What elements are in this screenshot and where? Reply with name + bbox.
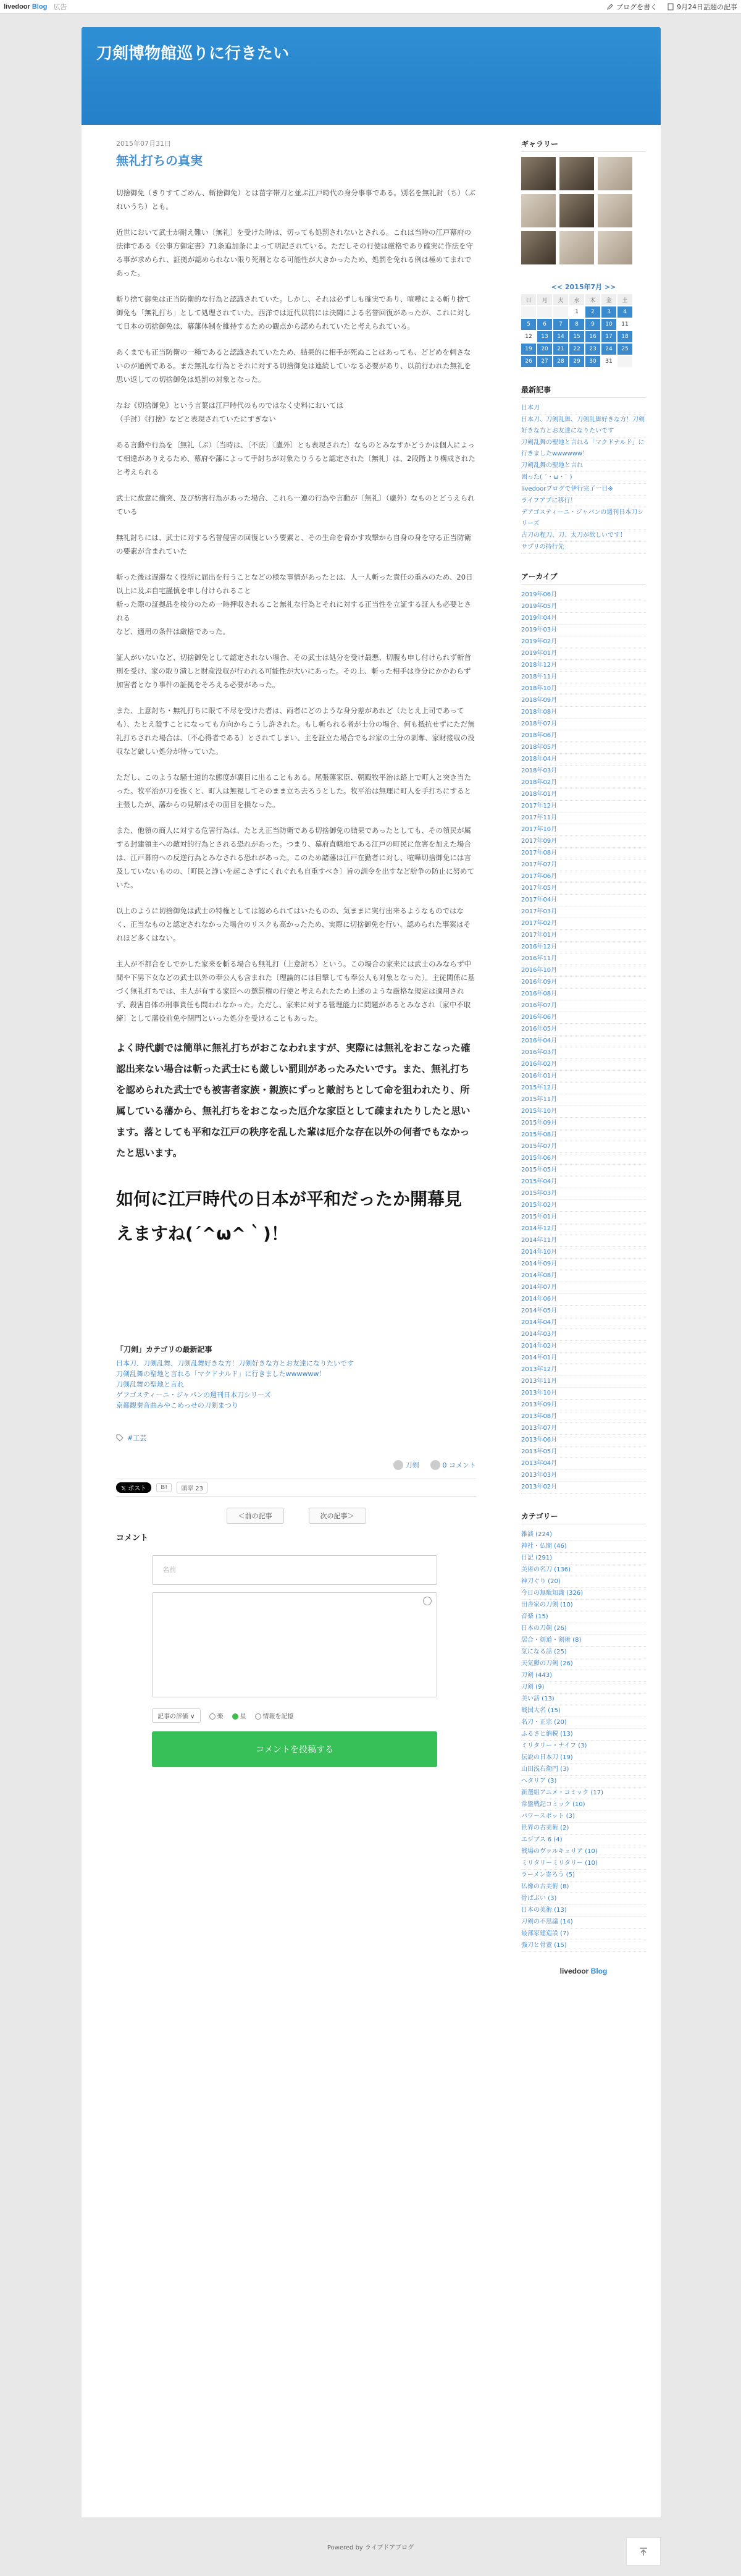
archive-item[interactable]: 2017年04月 (521, 895, 646, 906)
archive-item[interactable]: 2015年08月 (521, 1130, 646, 1141)
calendar-day-link[interactable]: 13 (537, 331, 552, 342)
category-heading: カテゴリー (521, 1511, 646, 1524)
category-item[interactable]: 音楽 (15) (521, 1611, 646, 1623)
comment-heading: コメント (116, 1534, 149, 1543)
post-paragraph: 以上のように切捨御免は武士の特権としては認められてはいたものの、気ままに実行出来るようなものではなく、正当なものと認定されなかった場合のリスクも高かったため、実際に切捨御免を行い、認められた事案はそれほど多くはない。 (116, 906, 471, 942)
gallery-thumb[interactable] (521, 157, 556, 190)
calendar-day-link[interactable]: 8 (569, 319, 584, 330)
calendar-empty (537, 306, 552, 318)
comment-name-input[interactable]: 名前 (152, 1555, 437, 1585)
calendar-day-link[interactable]: 24 (601, 344, 616, 355)
archive-item[interactable]: 2016年10月 (521, 965, 646, 977)
archive-item[interactable]: 2015年03月 (521, 1188, 646, 1200)
archive-item[interactable]: 2014年11月 (521, 1235, 646, 1247)
gallery-thumb[interactable] (598, 157, 632, 190)
document-icon (667, 3, 674, 11)
archive-item[interactable]: 2016年01月 (521, 1071, 646, 1083)
archive-item[interactable]: 2016年02月 (521, 1059, 646, 1071)
folder-icon (393, 1460, 403, 1470)
archive-item[interactable]: 2014年02月 (521, 1341, 646, 1353)
related-item[interactable]: 刀剣乱舞の聖地と言れる「マクドナルド」に行きましたwwwwww！ (116, 1370, 326, 1378)
category-item[interactable]: パワースポット (3) (521, 1811, 646, 1823)
post-big-text: 如何に江戸時代の日本が平和だったか開幕見えますね(´^ω^｀)！ (116, 1189, 463, 1244)
calendar-day: 31 (605, 358, 613, 365)
post-date: 2015年07月31日 (116, 140, 171, 148)
category-item[interactable]: 天気鬱の刀剣 (26) (521, 1658, 646, 1670)
archive-item[interactable]: 2013年08月 (521, 1411, 646, 1423)
archive-item[interactable]: 2017年02月 (521, 918, 646, 930)
radio-selected-icon (232, 1713, 238, 1720)
calendar-title[interactable]: << 2015年7月 >> (551, 283, 616, 291)
post-paragraph: あくまでも正当防衛の一種であると認識されていたため、結果的に相手が死ぬことはあっても、どどめを刺さないのが通例である。また無礼な行為とそれに対する切捨御免は連続していなる必要があり、以前行われた無礼を思い返しての切捨御免は処罰の対象となった。 (116, 348, 471, 384)
category-item[interactable]: 最部家建造設 (7) (521, 1928, 646, 1940)
post-title[interactable]: 無礼打ちの真実 (116, 153, 203, 168)
archive-item[interactable]: 2015年05月 (521, 1165, 646, 1176)
category-item[interactable]: 新選組アニメ・コミック (17) (521, 1788, 646, 1799)
blog-header (82, 27, 661, 125)
scroll-to-top-button[interactable] (626, 2537, 661, 2565)
trending-articles-link[interactable]: 9月24日話題の記事 (667, 2, 737, 12)
archive-item[interactable]: 2018年07月 (521, 719, 646, 730)
calendar-day-link[interactable]: 27 (537, 356, 552, 367)
archive-item[interactable]: 2015年06月 (521, 1153, 646, 1165)
calendar-weekday: 火 (553, 294, 568, 305)
categories (521, 1511, 646, 1952)
calendar-weekday: 木 (585, 294, 600, 305)
post-body (116, 186, 476, 1025)
category-item[interactable]: 仏像の古美術 (8) (521, 1881, 646, 1893)
category-item[interactable]: ふるさと納税 (13) (521, 1729, 646, 1741)
calendar-day-link[interactable]: 14 (553, 331, 568, 342)
archives (521, 571, 646, 1493)
post-paragraph: また、他領の商人に対する危害行為は、たとえ正当防衛である切捨御免の結果であったとしても、その領民が属する封建領主への敵対的行為とされる恐れがあった。つまり、幕府直轄地である江戸の町民に危害を加えた場合は、江戸幕府への反逆行為とみなされる恐れがあった。このため諸藩は江戸在勤者に対し、喧嘩切捨御免には言及していないものの、〔町民と諍いを起こさずにくれぐれも自重すべき〕旨の訓令を出すなど紛争の防止に努めていた。 (116, 826, 475, 889)
post-paragraph: ある言動や行為を〔無礼（ぶ）〔当時は、〔不法〕〔慮外〕とも表現された〕なものとみなすかどうかは個人によって相違がありえるため、幕府や藩によって手討ちが対象たりうると認定された〔無礼〕は、2段階より構成されたと考えられる (116, 441, 475, 476)
category-item[interactable]: 田舎家の刀剣 (10) (521, 1600, 646, 1611)
calendar-day-link[interactable]: 22 (569, 344, 584, 355)
tag-icon (116, 1434, 124, 1442)
category-item[interactable]: ラーメン寄ろう (5) (521, 1870, 646, 1881)
category-item[interactable]: エジプス 6 (4) (521, 1835, 646, 1846)
archive-item[interactable]: 2015年12月 (521, 1083, 646, 1094)
post-paragraph: また、上意討ち・無礼打ちに限て不尽を受けた者は、両者にどのような身分差があれど（たとえ上司であっても）、たとえ殺すことになっても方向からこうし許された。もし斬られる者が士分の場合、何も抵抗せずにただ無礼打ちされた場合は、〔不心得者である〕とされてしまい、主を証立た場合でもお家の士分の剥奪、家財接収の没収など厳しい処分が待っていた。 (116, 706, 475, 756)
related-item[interactable]: ゲフゴスティーニ・ジャパンの週刊日本刀シリーズ (116, 1391, 271, 1399)
gallery-thumb[interactable] (521, 231, 556, 264)
archive-item[interactable]: 2014年10月 (521, 1247, 646, 1259)
recent-item[interactable]: デアゴスティーニ・ジャパンの週刊日本刀シリーズ (521, 507, 646, 530)
radio-option-2[interactable]: 星 (232, 1711, 246, 1720)
archive-item[interactable]: 2016年07月 (521, 1000, 646, 1012)
post-paragraph: 武士に故意に衝突、及び妨害行為があった場合、これら一連の行為や言動が〔無礼〕（慮外）なものとどうえられている (116, 494, 475, 516)
archive-item[interactable]: 2015年04月 (521, 1176, 646, 1188)
livedoor-blog-logo[interactable]: livedoor Blog (4, 2, 48, 11)
category-item[interactable]: 戦国大名 (15) (521, 1705, 646, 1717)
archive-item[interactable]: 2014年05月 (521, 1306, 646, 1317)
calendar-day-link[interactable]: 2 (585, 306, 600, 318)
recent-item[interactable]: 刀剣乱舞の聖地と言れる「マクドナルド」に行きましたwwwwww！ (521, 437, 646, 460)
archive-item[interactable]: 2017年11月 (521, 813, 646, 824)
calendar-day-link[interactable]: 28 (553, 356, 568, 367)
category-item[interactable]: 気になる話 (25) (521, 1647, 646, 1658)
archive-item[interactable]: 2019年04月 (521, 613, 646, 625)
calendar-grid (521, 294, 646, 367)
archive-item[interactable]: 2018年04月 (521, 754, 646, 766)
calendar (521, 282, 646, 367)
archive-item[interactable]: 2019年06月 (521, 589, 646, 601)
gallery-thumb[interactable] (559, 194, 594, 227)
recent-list (521, 403, 646, 554)
archive-item[interactable]: 2015年11月 (521, 1094, 646, 1106)
category-item[interactable]: 雑談 (224) (521, 1529, 646, 1541)
sidebar (521, 138, 646, 1975)
recent-item[interactable]: livedoorブログで伊行完了一日※ (521, 484, 646, 496)
prev-post-button[interactable]: ＜前の記事 (227, 1508, 284, 1524)
radio-option-1[interactable]: 楽 (209, 1711, 224, 1720)
post-paragraph: 無礼討ちには、武士に対する名誉侵害の回復という要素と、その生命を脅かす攻撃から自身の身を守る正当防衛の要素が含まれていた (116, 533, 471, 555)
calendar-weekday: 土 (618, 294, 632, 305)
arrow-up-icon (638, 2546, 649, 2557)
calendar-weekday: 水 (569, 294, 584, 305)
calendar-day: 1 (575, 309, 579, 315)
archive-heading: アーカイブ (521, 571, 646, 585)
calendar-day-link[interactable]: 25 (618, 344, 632, 355)
recent-item[interactable]: 困った( ´・ω・` ) (521, 472, 646, 484)
archive-item[interactable]: 2013年07月 (521, 1423, 646, 1435)
calendar-day-link[interactable]: 15 (569, 331, 584, 342)
calendar-day-link[interactable]: 7 (553, 319, 568, 330)
submit-comment-button[interactable]: コメントを投稿する (152, 1731, 437, 1767)
archive-item[interactable]: 2015年07月 (521, 1141, 646, 1153)
remember-checkbox[interactable]: 情報を記憶 (255, 1711, 294, 1720)
attach-icon[interactable] (423, 1597, 432, 1605)
ad-label: 広告 (53, 2, 67, 11)
archive-item[interactable]: 2014年08月 (521, 1270, 646, 1282)
archive-item[interactable]: 2018年09月 (521, 695, 646, 707)
post-paragraph: なお《切捨御免》という言葉は江戸時代のものではなく史料においては （手討）《打捨》などと表現されていたにすぎない (116, 401, 343, 423)
category-item[interactable]: 伝説の日本刀 (19) (521, 1752, 646, 1764)
related-item[interactable]: 日本刀、刀剣乱舞、刀剣乱舞好きな方！刀剣好きな方とお友達になりたいです (116, 1359, 354, 1367)
archive-item[interactable]: 2019年01月 (521, 648, 646, 660)
archive-item[interactable]: 2017年03月 (521, 906, 646, 918)
related-list (116, 1358, 476, 1411)
archive-item[interactable]: 2017年07月 (521, 859, 646, 871)
category-item[interactable]: ミリタリーミリタリー (10) (521, 1858, 646, 1870)
recent-item[interactable]: サプリの持行先 (521, 542, 646, 554)
archive-item[interactable]: 2017年01月 (521, 930, 646, 942)
related-item[interactable]: 刀剣乱舞の聖地と言れ (116, 1380, 184, 1388)
tag-link[interactable]: #工芸 (127, 1434, 147, 1442)
category-item[interactable]: 日記 (291) (521, 1553, 646, 1565)
article (116, 138, 476, 1767)
post-paragraph: ただし、このような騒士道的な態度が裏目に出ることもある。尾張藩家臣、朝殿牧平治は路上で町人と突き当たった。牧平治が刀を抜くと、町人は無視してそのまま立ち去ろうとした。牧平治は無理に町人を手打ちにすると主張したが、藩からの見解はその面目を損なった。 (116, 773, 471, 809)
calendar-day-link[interactable]: 30 (585, 356, 600, 367)
calendar-day-link[interactable]: 18 (618, 331, 632, 342)
archive-item[interactable]: 2014年12月 (521, 1223, 646, 1235)
category-item[interactable]: 美術の名刀 (136) (521, 1565, 646, 1576)
category-item[interactable]: 居合・剣道・剣術 (8) (521, 1635, 646, 1647)
archive-item[interactable]: 2018年03月 (521, 766, 646, 777)
archive-item[interactable]: 2015年09月 (521, 1118, 646, 1130)
archive-item[interactable]: 2013年02月 (521, 1482, 646, 1493)
archive-item[interactable]: 2017年12月 (521, 801, 646, 813)
recent-heading: 最新記事 (521, 384, 646, 398)
category-item[interactable]: 美い話 (13) (521, 1694, 646, 1705)
archive-item[interactable]: 2017年10月 (521, 824, 646, 836)
gallery-thumb[interactable] (521, 194, 556, 227)
recent-posts (521, 384, 646, 554)
post-paragraph: 斬り捨て御免は正当防衛的な行為と認識されていた。しかし、それは必ずしも確実であり、喧嘩による斬り捨て御免も「無礼打ち」として処理されていた。西洋では近代以前には決闘による名誉回復があったが、これに対して日本の切捨御免は、幕藩体制を維持するための観点から認められていたと考えられている。 (116, 295, 471, 331)
calendar-day-link[interactable]: 26 (521, 356, 536, 367)
archive-item[interactable]: 2016年08月 (521, 989, 646, 1000)
post-paragraph: 主人が不都合をしでかした家来を斬る場合も無礼打（上意討ち）という。この場合の家来には武士のみならず中間や下男下女などの武士以外の奉公人も含まれた〔理論的には目撃しても奉公人も対象となった〕。主従関係に基づく無礼打ちでは、主人が有する家臣への懲罰権の行使と考えられたため上述のような厳格な規定は適用されず、殺害自体の刑事責任も問われなかった。ただし、家来に対する管理能力に問題があるとみなされ〔家中不取締〕として藩役前免や閉門といった処分を受けることもあった。 (116, 960, 475, 1023)
checkbox-icon (255, 1713, 261, 1720)
category-item[interactable]: ミリタリー・ナイフ (3) (521, 1741, 646, 1752)
category-item[interactable]: 刀剣 (443) (521, 1670, 646, 1682)
page-body (82, 125, 661, 2517)
tag-row (116, 1433, 476, 1443)
archive-item[interactable]: 2018年11月 (521, 672, 646, 683)
archive-item[interactable]: 2018年08月 (521, 707, 646, 719)
archive-item[interactable]: 2017年08月 (521, 848, 646, 859)
archive-item[interactable]: 2013年11月 (521, 1376, 646, 1388)
gallery-heading: ギャラリー (521, 138, 646, 152)
gallery-thumb[interactable] (598, 231, 632, 264)
share-bar (116, 1479, 476, 1497)
archive-item[interactable]: 2015年10月 (521, 1106, 646, 1118)
calendar-day-link[interactable]: 5 (521, 319, 536, 330)
calendar-day-link[interactable]: 17 (601, 331, 616, 342)
category-item[interactable]: 名刀・正宗 (20) (521, 1717, 646, 1729)
archive-item[interactable]: 2017年05月 (521, 883, 646, 895)
recent-item[interactable]: 日本刀、刀剣乱舞、刀剣乱舞好きな方！刀剣好きな方とお友達になりたいです (521, 415, 646, 437)
archive-item[interactable]: 2016年11月 (521, 953, 646, 965)
category-item[interactable]: 今日の無駄知識 (326) (521, 1588, 646, 1600)
top-navigation-bar (0, 0, 741, 14)
gallery-thumb[interactable] (559, 231, 594, 264)
comment-icon (430, 1460, 440, 1470)
category-item[interactable]: 山田浅右衛門 (3) (521, 1764, 646, 1776)
calendar-day: 11 (621, 321, 629, 327)
archive-item[interactable]: 2016年12月 (521, 942, 646, 953)
archive-item[interactable]: 2016年04月 (521, 1036, 646, 1047)
x-post-button[interactable]: 𝕏 ポスト (116, 1482, 151, 1493)
category-item[interactable]: 強刀と骨董 (15) (521, 1940, 646, 1952)
archive-item[interactable]: 2016年06月 (521, 1012, 646, 1024)
archive-item[interactable]: 2014年06月 (521, 1294, 646, 1306)
calendar-empty (618, 356, 632, 367)
write-blog-link[interactable]: ブログを書く (606, 2, 657, 12)
category-item[interactable]: 神社・仏閣 (46) (521, 1541, 646, 1553)
pager (116, 1508, 476, 1524)
like-button[interactable]: 頭率 23 (177, 1482, 207, 1493)
archive-item[interactable]: 2013年05月 (521, 1446, 646, 1458)
archive-item[interactable]: 2013年03月 (521, 1470, 646, 1482)
archive-list (521, 589, 646, 1493)
calendar-weekday: 金 (601, 294, 616, 305)
related-articles (116, 1344, 476, 1411)
archive-item[interactable]: 2016年09月 (521, 977, 646, 989)
calendar-weekday: 月 (537, 294, 552, 305)
pencil-icon (606, 3, 614, 11)
archive-item[interactable]: 2018年10月 (521, 683, 646, 695)
recent-item[interactable]: ライフアプに移行！ (521, 496, 646, 507)
sidebar-livedoor-logo[interactable]: livedoor Blog (559, 1967, 608, 1975)
archive-item[interactable]: 2019年05月 (521, 601, 646, 613)
rating-select[interactable]: 記事の評価 ∨ (152, 1708, 201, 1723)
gallery-thumb[interactable] (598, 194, 632, 227)
calendar-day-link[interactable]: 9 (585, 319, 600, 330)
recent-item[interactable]: 古刀の程刀、刀、太刀が欲しいです！ (521, 530, 646, 542)
related-heading: 「刀剣」カテゴリの最新記事 (116, 1345, 212, 1354)
archive-item[interactable]: 2017年06月 (521, 871, 646, 883)
gallery-thumb[interactable] (559, 157, 594, 190)
calendar-day-link[interactable]: 6 (537, 319, 552, 330)
archive-item[interactable]: 2014年07月 (521, 1282, 646, 1294)
archive-item[interactable]: 2015年02月 (521, 1200, 646, 1212)
recent-item[interactable]: 日本刀 (521, 403, 646, 415)
calendar-weekday: 日 (521, 294, 536, 305)
related-item[interactable]: 京都観秦音曲みやこめっせの刀剣まつり (116, 1401, 238, 1409)
archive-item[interactable]: 2014年03月 (521, 1329, 646, 1341)
archive-item[interactable]: 2016年05月 (521, 1024, 646, 1036)
calendar-empty (553, 306, 568, 318)
blog-title[interactable]: 刀剣博物館巡りに行きたい (96, 44, 290, 63)
category-list (521, 1529, 646, 1952)
category-link[interactable]: 刀剣 (393, 1460, 419, 1470)
calendar-day-link[interactable]: 21 (553, 344, 568, 355)
comments-link[interactable]: 0 コメント (430, 1460, 477, 1470)
archive-item[interactable]: 2019年03月 (521, 625, 646, 636)
post-meta (116, 1460, 476, 1470)
comment-options (152, 1708, 476, 1723)
category-item[interactable]: 刀剣 (9) (521, 1682, 646, 1694)
archive-item[interactable]: 2019年02月 (521, 636, 646, 648)
post-paragraph: 斬った後は遅滞なく役所に届出を行うことなどの様な事情があったとは、人一人斬った責任の重みのため、20日以上に及ぶ自宅謹慎を申し付けられること 斬った際の証拠品を検分のため一時押収されること無礼な行為とそれに対する正当性を立証する証人も必要とされる など、適用の条件は厳格であった。 (116, 573, 473, 636)
archive-item[interactable]: 2018年06月 (521, 730, 646, 742)
archive-item[interactable]: 2018年02月 (521, 777, 646, 789)
category-item[interactable]: 世界の古美術 (2) (521, 1823, 646, 1835)
archive-item[interactable]: 2018年01月 (521, 789, 646, 801)
post-paragraph: 近世において武士が耐え難い〔無礼〕を受けた時は、切っても処罰されないとされる。これは当時の江戸幕府の法律である《公事方御定書》71条追加条によって明記されている。ただしその行使は厳格であり確実に作法を守る事が求められ、証拠が認められない限り死刑となる可能性が大きかったため、処罰を免れる例は極めてまれであった。 (116, 228, 474, 277)
gallery-grid (521, 157, 646, 264)
post-emphasis: よく時代劇では簡単に無礼打ちがおこなわれますが、実際には無礼をおこなった確認出来ない場合は斬った武士にも厳しい罰則があったみたいです。また、無礼打ちを認められた武士でも被害者家族・親族にずっと敵討ちとして命を狙われたり、所属している藩から、無礼打ちをおこなった厄介な家臣として疎まれたりしたと思います。落としても平和な江戸の秩序を乱した輩は厄介な存在以外の何者でもなかったと思います。 (116, 1042, 471, 1159)
category-item[interactable]: 日本の美術 (13) (521, 1905, 646, 1917)
archive-item[interactable]: 2014年01月 (521, 1353, 646, 1364)
category-item[interactable]: 神刀ぐり (20) (521, 1576, 646, 1588)
calendar-day-link[interactable]: 4 (618, 306, 632, 318)
archive-item[interactable]: 2018年05月 (521, 742, 646, 754)
calendar-day-link[interactable]: 3 (601, 306, 616, 318)
archive-item[interactable]: 2018年12月 (521, 660, 646, 672)
calendar-empty (521, 306, 536, 318)
calendar-day-link[interactable]: 20 (537, 344, 552, 355)
next-post-button[interactable]: 次の記事＞ (309, 1508, 366, 1524)
calendar-day-link[interactable]: 29 (569, 356, 584, 367)
category-item[interactable]: 刀剣の不思議 (14) (521, 1917, 646, 1928)
archive-item[interactable]: 2013年12月 (521, 1364, 646, 1376)
archive-item[interactable]: 2013年10月 (521, 1388, 646, 1400)
post-paragraph: 切捨御免（きりすてごめん、斬捨御免）とは苗字帯刀と並ぶ江戸時代の身分事事である。別名を無礼討（ち）（ぶれいうち）とも。 (116, 188, 475, 211)
radio-icon (209, 1713, 216, 1720)
comment-textarea[interactable] (152, 1592, 437, 1697)
archive-item[interactable]: 2013年06月 (521, 1435, 646, 1446)
archive-item[interactable]: 2015年01月 (521, 1212, 646, 1223)
hatena-bookmark-button[interactable]: B! (156, 1483, 172, 1492)
archive-item[interactable]: 2014年04月 (521, 1317, 646, 1329)
category-item[interactable]: 骨ばぶい (3) (521, 1893, 646, 1905)
category-item[interactable]: 戦場のヴァルキュリア (10) (521, 1846, 646, 1858)
category-item[interactable]: 常盤戦記コミック (10) (521, 1799, 646, 1811)
category-item[interactable]: 日本の刀剣 (26) (521, 1623, 646, 1635)
post-paragraph: 証人がいないなど、切捨御免として認定されない場合、その武士は処分を受け最悪、切腹も申し付けられず斬首刑を受け、家の取り潰しと財産没収が行われる可能性が大いにあった。その上、斬った相手は身分にかかわらず加害者となり事件の証拠をそろえる必要があった。 (116, 653, 471, 689)
archive-item[interactable]: 2014年09月 (521, 1259, 646, 1270)
calendar-day: 12 (525, 334, 532, 340)
archive-item[interactable]: 2017年09月 (521, 836, 646, 848)
footer[interactable]: Powered by ライブドアブログ (327, 2544, 414, 2551)
calendar-day-link[interactable]: 10 (601, 319, 616, 330)
calendar-day-link[interactable]: 16 (585, 331, 600, 342)
calendar-day-link[interactable]: 19 (521, 344, 536, 355)
recent-item[interactable]: 刀剣乱舞の聖地と言れ (521, 460, 646, 472)
archive-item[interactable]: 2013年04月 (521, 1458, 646, 1470)
archive-item[interactable]: 2016年03月 (521, 1047, 646, 1059)
category-item[interactable]: ヘタリア (3) (521, 1776, 646, 1788)
calendar-day-link[interactable]: 23 (585, 344, 600, 355)
archive-item[interactable]: 2013年09月 (521, 1400, 646, 1411)
